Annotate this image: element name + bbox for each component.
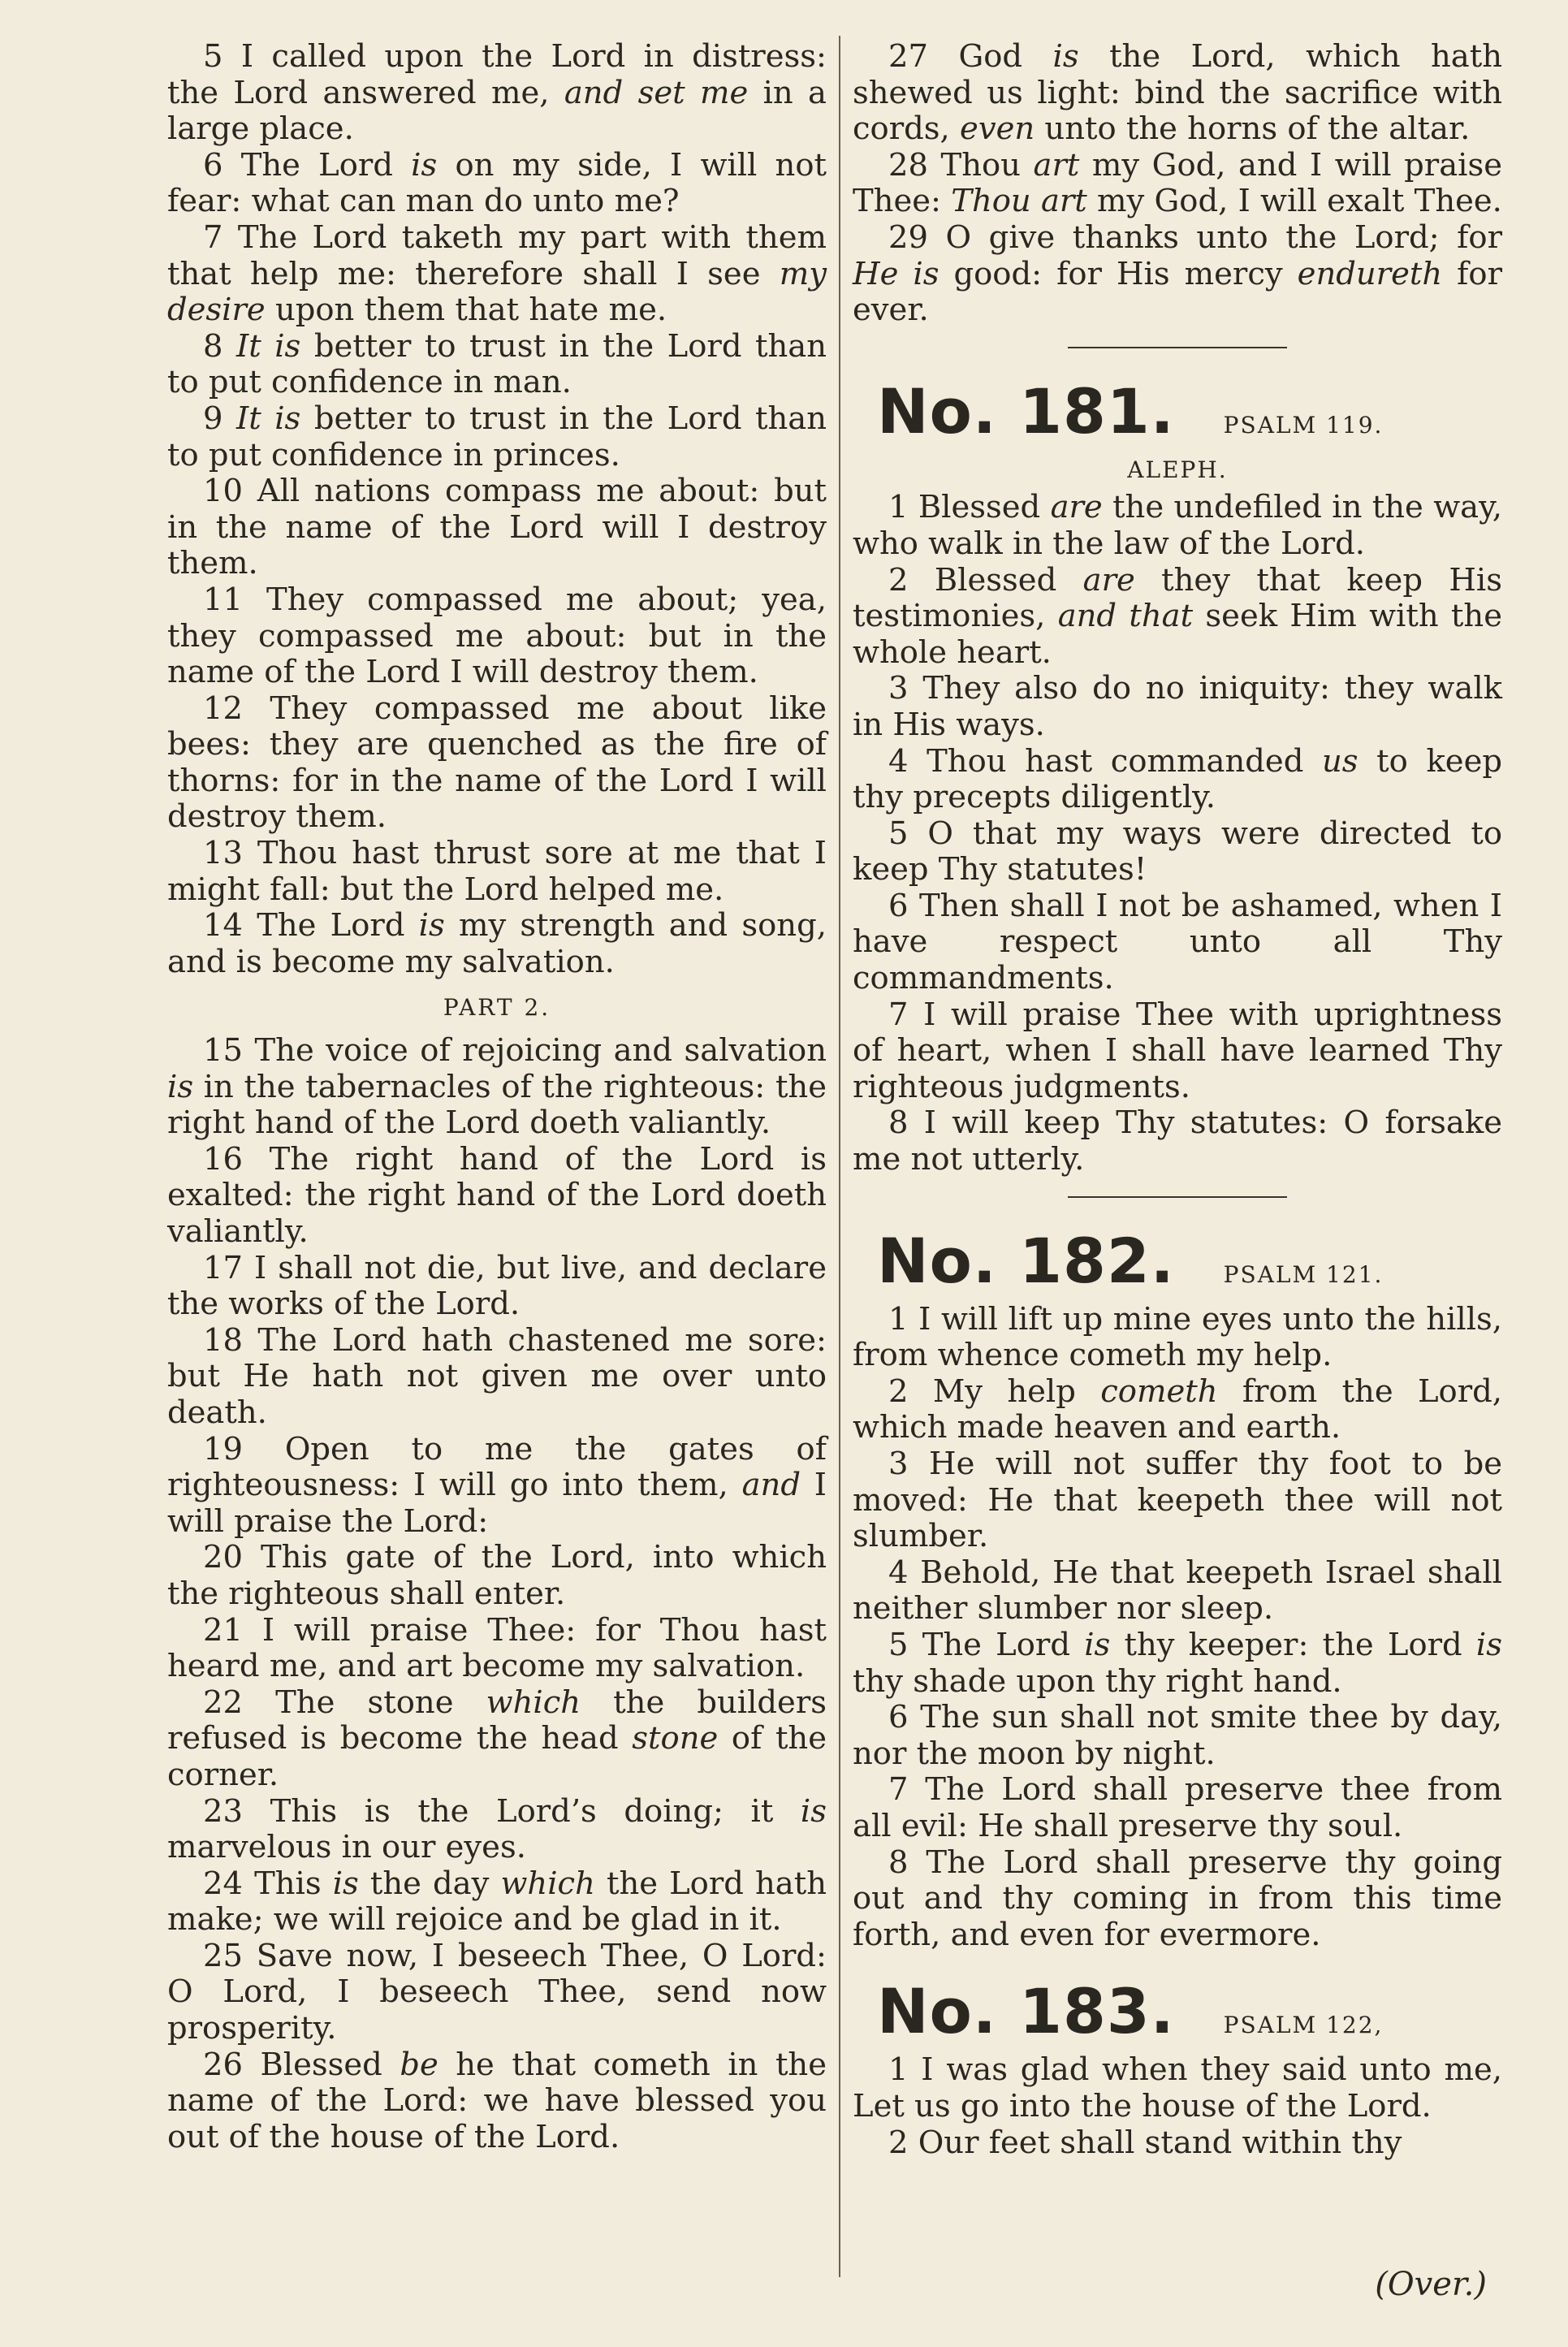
verse: 28 Thou art my God, and I will praise Thee: Thou art my God, I will exalt Thee.	[853, 146, 1502, 220]
hymn-182-heading	[877, 1225, 1502, 1297]
psalm-118-verses-part-2	[167, 1033, 827, 2155]
verse: 16 The right hand of the Lord is exalted: the right hand of the Lord doeth valiantly.	[167, 1140, 827, 1250]
verse: 5 The Lord is thy keeper: the Lord is thy shade upon thy right hand.	[853, 1626, 1502, 1700]
column-divider	[839, 36, 840, 2277]
verse: 7 The Lord taketh my part with them that help me: therefore shall I see my desire upon them that hate me.	[167, 218, 827, 329]
verse: 7 I will praise Thee with uprightness of heart, when I shall have learned Thy righteous judgments.	[853, 996, 1502, 1105]
verse: 8 I will keep Thy statutes: O forsake me not utterly.	[853, 1104, 1502, 1178]
hymn-181-subheading: ALEPH.	[1127, 456, 1228, 483]
section-rule	[1068, 1196, 1287, 1198]
psalm-reference: PSALM 122,	[1223, 2012, 1384, 2039]
verse: 21 I will praise Thee: for Thou hast heard me, and art become my salvation.	[167, 1611, 827, 1685]
hymn-183-verses	[853, 2052, 1502, 2161]
hymn-183-heading	[877, 1976, 1502, 2047]
verse: 15 The voice of rejoicing and salvation is in the tabernacles of the righteous: the right hand of the Lord doeth valiantly.	[167, 1032, 827, 1142]
psalm-reference: PSALM 121.	[1223, 1260, 1384, 1288]
verse: 6 Then shall I not be ashamed, when I have respect unto all Thy commandments.	[853, 887, 1502, 997]
verse: 6 The Lord is on my side, I will not fear: what can man do unto me?	[167, 146, 827, 220]
verse: 8 It is better to trust in the Lord than to put confidence in man.	[167, 327, 827, 401]
section-rule	[1068, 347, 1287, 348]
hymn-number: No. 183.	[877, 1975, 1175, 2048]
verse: 1 I will lift up mine eyes unto the hills, from whence cometh my help.	[853, 1300, 1502, 1374]
verse: 12 They compassed me about like bees: they are quenched as the fire of thorns: for in the name of the Lord I will destroy them.	[167, 689, 827, 836]
psalm-reference: PSALM 119.	[1223, 411, 1384, 439]
verse: 5 O that my ways were directed to keep Thy statutes!	[853, 815, 1502, 888]
verse: 20 This gate of the Lord, into which the righteous shall enter.	[167, 1539, 827, 1612]
verse: 26 Blessed be he that cometh in the name of the Lord: we have blessed you out of the house of the Lord.	[167, 2046, 827, 2155]
psalm-118-verses-part-1	[167, 39, 827, 980]
verse: 2 My help cometh from the Lord, which made heaven and earth.	[853, 1372, 1502, 1446]
verse: 3 He will not suffer thy foot to be moved: He that keepeth thee will not slumber.	[853, 1446, 1502, 1555]
verse: 3 They also do no iniquity: they walk in His ways.	[853, 670, 1502, 743]
psalm-118-verses-end	[853, 39, 1502, 329]
verse: 22 The stone which the builders refused is become the head stone of the corner.	[167, 1684, 827, 1793]
right-column	[853, 39, 1502, 2161]
verse: 7 The Lord shall preserve thee from all evil: He shall preserve thy soul.	[853, 1771, 1502, 1844]
verse: 13 Thou hast thrust sore at me that I might fall: but the Lord helped me.	[167, 835, 827, 908]
continued-note: (Over.)	[1375, 2266, 1487, 2303]
verse: 24 This is the day which the Lord hath make; we will rejoice and be glad in it.	[167, 1865, 827, 1939]
verse: 27 God is the Lord, which hath shewed us light: bind the sacrifice with cords, even unto the horns of the altar.	[853, 38, 1502, 148]
verse: 23 This is the Lord’s doing; it is marvelous in our eyes.	[167, 1792, 827, 1866]
verse: 2 Blessed are they that keep His testimonies, and that seek Him with the whole heart.	[853, 561, 1502, 671]
hymn-181-verses	[853, 490, 1502, 1178]
verse: 25 Save now, I beseech Thee, O Lord: O Lord, I beseech Thee, send now prosperity.	[167, 1937, 827, 2047]
verse: 29 O give thanks unto the Lord; for He is good: for His mercy endureth for ever.	[853, 218, 1502, 329]
verse: 11 They compassed me about; yea, they compassed me about: but in the name of the Lord I will destroy them.	[167, 581, 827, 691]
hymn-181-heading	[877, 376, 1502, 447]
verse: 5 I called upon the Lord in distress: the Lord answered me, and set me in a large place.	[167, 38, 827, 148]
verse: 2 Our feet shall stand within thy	[888, 2124, 1402, 2161]
verse: 10 All nations compass me about: but in the name of the Lord will I destroy them.	[167, 473, 827, 582]
hymn-182-verses	[853, 1302, 1502, 1954]
verse: 18 The Lord hath chastened me sore: but He hath not given me over unto death.	[167, 1321, 827, 1431]
hymn-number: No. 181.	[877, 374, 1175, 447]
verse: 6 The sun shall not smite thee by day, nor the moon by night.	[853, 1699, 1502, 1772]
verse: 14 The Lord is my strength and song, and is become my salvation.	[167, 907, 827, 980]
verse: 1 Blessed are the undefiled in the way, who walk in the law of the Lord.	[853, 489, 1502, 562]
verse: 8 The Lord shall preserve thy going out and thy coming in from this time forth, and even for evermore.	[853, 1843, 1502, 1953]
verse: 4 Behold, He that keepeth Israel shall neither slumber nor sleep.	[853, 1554, 1502, 1627]
verse: 1 I was glad when they said unto me, Let us go into the house of the Lord.	[853, 2051, 1502, 2124]
verse: 19 Open to me the gates of righteousness: I will go into them, and I will praise the Lord:	[167, 1430, 827, 1540]
hymn-number: No. 182.	[877, 1224, 1175, 1297]
verse: 9 It is better to trust in the Lord than to put confidence in princes.	[167, 400, 827, 473]
left-column	[167, 39, 827, 2155]
verse: 4 Thou hast commanded us to keep thy precepts diligently.	[853, 742, 1502, 816]
part-label: PART 2.	[443, 994, 551, 1022]
verse: 17 I shall not die, but live, and declare the works of the Lord.	[167, 1249, 827, 1323]
